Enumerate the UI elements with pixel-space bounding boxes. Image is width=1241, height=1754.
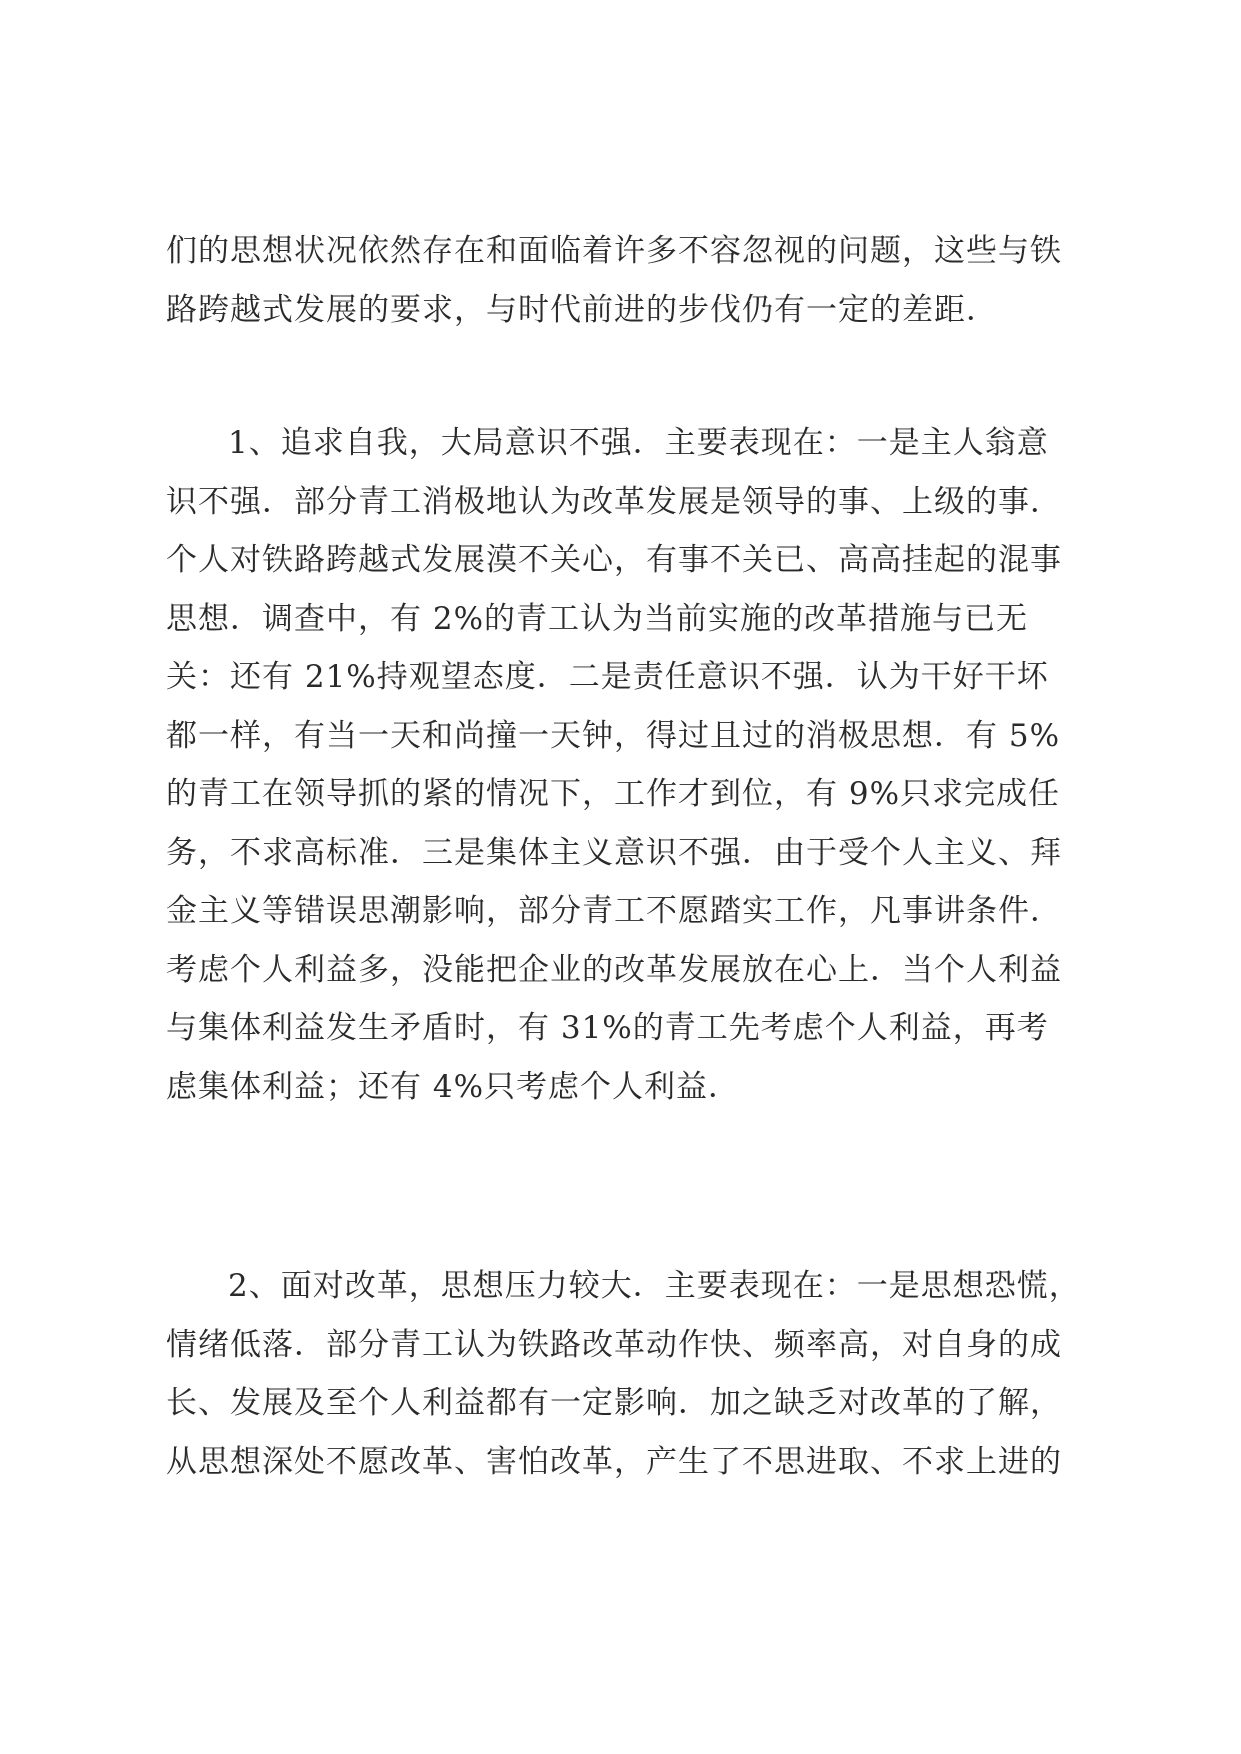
text-line: 们的思想状况依然存在和面临着许多不容忽视的问题，这些与铁 bbox=[166, 233, 1062, 269]
text-line: 与集体利益发生矛盾时，有 31%的青工先考虑个人利益，再考 bbox=[166, 1010, 1049, 1046]
text-line: 路跨越式发展的要求，与时代前进的步伐仍有一定的差距． bbox=[166, 291, 998, 328]
text-line: 思想．调查中，有 2%的青工认为当前实施的改革措施与已无 bbox=[166, 600, 1029, 637]
text-line: 都一样，有当一天和尚撞一天钟，得过且过的消极思想．有 5% bbox=[166, 717, 1061, 754]
text-line: 从思想深处不愿改革、害怕改革，产生了不思进取、不求上进的 bbox=[166, 1443, 1062, 1480]
text-line: 2、面对改革，思想压力较大．主要表现在：一是思想恐慌， bbox=[228, 1268, 1081, 1304]
text-line: 个人对铁路跨越式发展漠不关心，有事不关已、高高挂起的混事 bbox=[166, 542, 1062, 578]
text-line: 关：还有 21%持观望态度．二是责任意识不强．认为干好干坏 bbox=[166, 659, 1049, 695]
text-line: 务，不求高标准．三是集体主义意识不强．由于受个人主义、拜 bbox=[166, 834, 1062, 871]
text-line: 长、发展及至个人利益都有一定影响．加之缺乏对改革的了解， bbox=[166, 1385, 1062, 1421]
text-line: 识不强．部分青工消极地认为改革发展是领导的事、上级的事． bbox=[166, 483, 1062, 520]
text-line: 金主义等错误思潮影响，部分青工不愿踏实工作，凡事讲条件． bbox=[166, 893, 1062, 929]
paragraph-section-2 bbox=[166, 1257, 1096, 1491]
text-line: 1、追求自我，大局意识不强．主要表现在：一是主人翁意 bbox=[228, 425, 1049, 461]
text-line: 情绪低落．部分青工认为铁路改革动作快、频率高，对自身的成 bbox=[166, 1326, 1062, 1363]
paragraph-continuation bbox=[166, 222, 1096, 339]
text-line: 虑集体利益；还有 4%只考虑个人利益． bbox=[166, 1068, 741, 1105]
text-line: 考虑个人利益多，没能把企业的改革发展放在心上．当个人利益 bbox=[166, 951, 1062, 988]
paragraph-section-1 bbox=[166, 414, 1096, 1116]
text-line: 的青工在领导抓的紧的情况下，工作才到位，有 9%只求完成任 bbox=[166, 776, 1061, 812]
